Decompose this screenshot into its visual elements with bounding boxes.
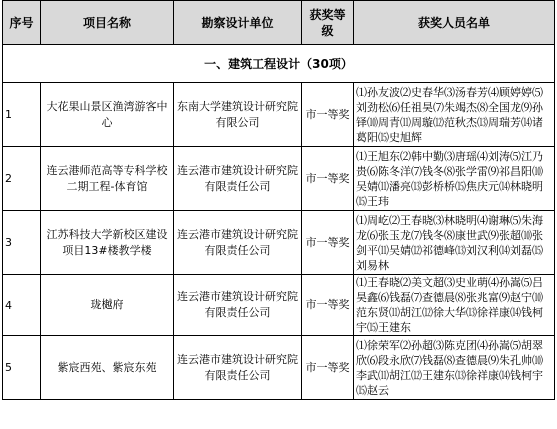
table-row xyxy=(3,83,555,147)
row-people: ⑴王春晓⑵美文超⑶史业萌⑷孙嵩⑸吕昊鑫⑹钱磊⑺查德晨⑻张兆富⑼赵宁⑽范东贤⑾胡江⑿徐大华⒀徐祥康⒁钱柯宇⒂王建东 xyxy=(354,275,555,336)
section-title: 一、建筑工程设计（30项） xyxy=(3,45,555,83)
row-seq: 4 xyxy=(3,275,41,336)
table-row xyxy=(3,275,555,336)
row-seq: 1 xyxy=(3,83,41,147)
row-level: 市一等奖 xyxy=(302,83,354,147)
row-unit: 连云港市建筑设计研究院有限责任公司 xyxy=(174,336,302,400)
row-unit: 东南大学建筑设计研究院有限公司 xyxy=(174,83,302,147)
row-level: 市一等奖 xyxy=(302,147,354,211)
award-table xyxy=(2,0,555,400)
row-people: ⑴王旭东⑵韩中勤⑶唐瑶⑷刘涛⑸江乃贵⑹陈冬洋⑺钱冬⑻张学雷⑼祁昌阳⑽吴婧⑾潘亮⒀彭桥桥⒂焦庆元⒁林晓明⒂王玮 xyxy=(354,147,555,211)
row-level: 市一等奖 xyxy=(302,211,354,275)
row-project: 江苏科技大学新校区建设项目13#楼教学楼 xyxy=(41,211,174,275)
row-seq: 2 xyxy=(3,147,41,211)
row-people: ⑴孙友波⑵史春华⑶汤春芳⑷顾婷婷⑸刘劲松⑹任祖昊⑺朱竭杰⑻全国龙⑼孙铎⑽周青⑾周璇⑿范秋杰⒀周瑞芳⒁诸葛阳⒂史旭辉 xyxy=(354,83,555,147)
header-people: 获奖人员名单 xyxy=(354,1,555,45)
header-level: 获奖等级 xyxy=(302,1,354,45)
row-level: 市一等奖 xyxy=(302,275,354,336)
row-level: 市一等奖 xyxy=(302,336,354,400)
row-unit: 连云港市建筑设计研究院有限责任公司 xyxy=(174,211,302,275)
table-header-row xyxy=(3,1,555,45)
table-row xyxy=(3,336,555,400)
table-row xyxy=(3,147,555,211)
row-seq: 3 xyxy=(3,211,41,275)
row-project: 珑樾府 xyxy=(41,275,174,336)
header-project: 项目名称 xyxy=(41,1,174,45)
header-seq: 序号 xyxy=(3,1,41,45)
section-row xyxy=(3,45,555,83)
row-people: ⑴徐荣军⑵孙超⑶陈克团⑷孙嵩⑸胡翠欣⑹段永欣⑺钱磊⑻查德晨⑼朱孔帅⑽李武⑾胡江⑿王建东⒀徐祥康⒁钱柯宇⒂赵云 xyxy=(354,336,555,400)
row-people: ⑴周屹⑵王春晓⑶林晓明⑷谢琳⑸朱海龙⑹张玉龙⑺钱冬⑻康世武⑼张超⑽张剑平⑾吴婧⑿祁德峰⒀刘汉利⒁刘磊⒂刘易林 xyxy=(354,211,555,275)
row-project: 大花果山景区渔湾游客中心 xyxy=(41,83,174,147)
row-unit: 连云港市建筑设计研究院有限责任公司 xyxy=(174,147,302,211)
row-project: 紫宸西苑、紫宸东苑 xyxy=(41,336,174,400)
row-unit: 连云港市建筑设计研究院有限责任公司 xyxy=(174,275,302,336)
row-project: 连云港师范高等专科学校二期工程-体育馆 xyxy=(41,147,174,211)
row-seq: 5 xyxy=(3,336,41,400)
header-unit: 勘察设计单位 xyxy=(174,1,302,45)
table-row xyxy=(3,211,555,275)
